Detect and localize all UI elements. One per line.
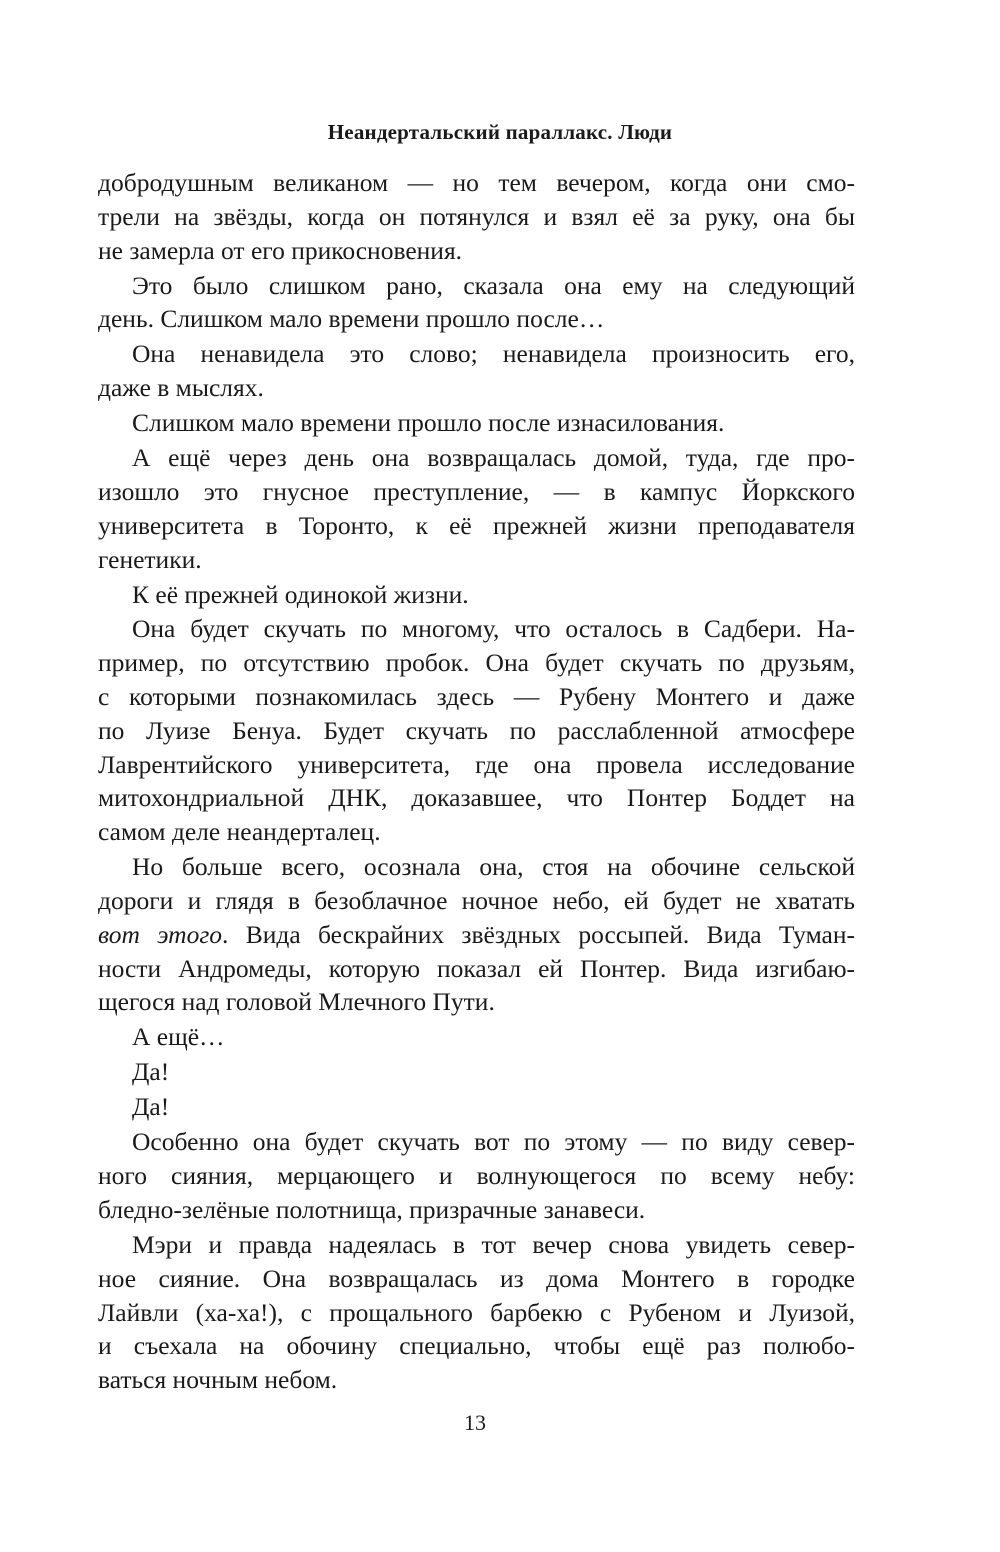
- text-line: Но больше всего, осознала она, стоя на обочине сельской: [132, 852, 855, 882]
- text-line: А ещё через день она возвращалась домой, туда, где про-: [132, 443, 855, 473]
- text-line: ваться ночным небом.: [98, 1365, 338, 1395]
- text-fragment: . Вида бескрайних звёздных россыпей. Вида Туман-: [222, 919, 855, 949]
- text-line: бледно-зелёные полотнища, призрачные занавеси.: [98, 1194, 646, 1224]
- text-line: Слишком мало времени прошло после изнасилования.: [132, 408, 725, 438]
- text-line: Да!: [132, 1057, 170, 1087]
- body-text: [98, 166, 855, 1397]
- text-line: день. Слишком мало времени прошло после…: [98, 304, 605, 334]
- text-line: по Луизе Бенуа. Будет скучать по расслабленной атмосфере: [98, 715, 855, 745]
- text-line: Она ненавидела это слово; ненавидела произносить его,: [132, 339, 855, 369]
- text-line: трели на звёзды, когда он потянулся и взял её за руку, она бы: [98, 201, 855, 231]
- text-line: добродушным великаном — но тем вечером, когда они смо-: [98, 168, 855, 197]
- text-line-with-italic: [98, 918, 855, 952]
- text-line: ности Андромеды, которую показал ей Понтер. Вида изгибаю-: [98, 953, 855, 983]
- text-line: Лаврентийского университета, где она провела исследование: [98, 749, 855, 779]
- text-line: дороги и глядя в безоблачное ночное небо, ей будет не хватать: [98, 886, 855, 916]
- text-line: самом деле неандерталец.: [98, 817, 381, 847]
- text-line: и съехала на обочину специально, чтобы ещё раз полюбо-: [98, 1331, 855, 1361]
- text-line: Да!: [132, 1092, 170, 1122]
- italic-emphasis: вот этого: [98, 919, 223, 949]
- text-line: ного сияния, мерцающего и волнующегося по всему небу:: [98, 1161, 855, 1191]
- text-line: К её прежней одинокой жизни.: [132, 579, 469, 609]
- text-line: университета в Торонто, к её прежней жизни преподавателя: [98, 510, 855, 540]
- text-line: митохондриальной ДНК, доказавшее, что Понтер Боддет на: [98, 783, 855, 813]
- text-line: Это было слишком рано, сказала она ему на следующий: [132, 270, 855, 300]
- text-line: не замерла от его прикосновения.: [98, 235, 463, 265]
- text-line: ное сияние. Она возвращалась из дома Монтего в городке: [98, 1263, 855, 1293]
- running-title: Неандертальский параллакс. Люди: [327, 120, 673, 144]
- text-line: пример, по отсутствию пробок. Она будет скучать по друзьям,: [98, 648, 855, 678]
- text-line: Она будет скучать по многому, что осталось в Садбери. На-: [132, 614, 855, 644]
- text-line: генетики.: [98, 544, 202, 574]
- text-line: изошло это гнусное преступление, — в кампус Йоркского: [98, 476, 855, 506]
- text-line: щегося над головой Млечного Пути.: [98, 987, 495, 1017]
- text-line: с которыми познакомилась здесь — Рубену Монтего и даже: [98, 682, 855, 712]
- text-line: даже в мыслях.: [98, 373, 264, 403]
- text-line: Мэри и правда надеялась в тот вечер снова увидеть север-: [132, 1229, 855, 1259]
- text-line: Особенно она будет скучать вот по этому — по виду север-: [132, 1127, 855, 1157]
- text-line: Лайвли (ха-ха!), с прощального барбекю с Рубеном и Луизой,: [98, 1297, 855, 1327]
- text-line: А ещё…: [132, 1022, 225, 1052]
- page-number: 13: [464, 1410, 486, 1435]
